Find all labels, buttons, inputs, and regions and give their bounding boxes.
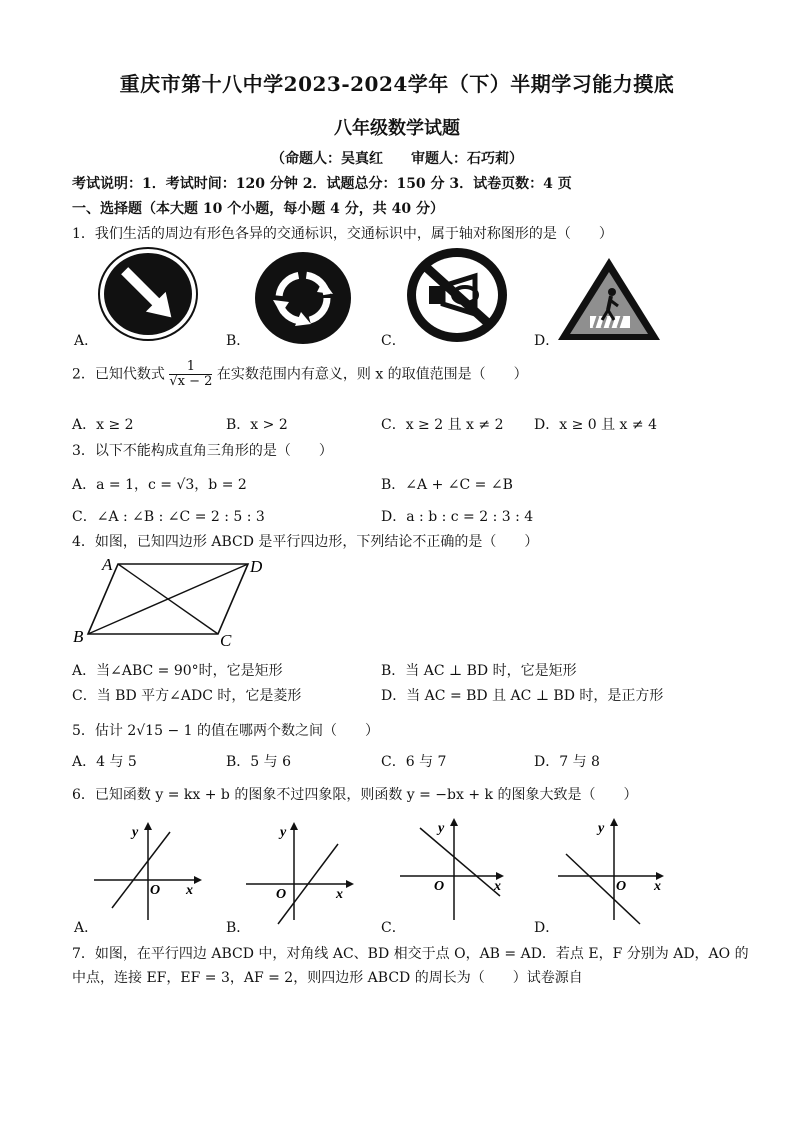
origin-label: O xyxy=(276,887,287,902)
q4-option-a: A．当∠ABC = 90°时，它是矩形 xyxy=(72,663,283,679)
axis-x-label: x xyxy=(654,879,661,894)
exam-subtitle: 八年级数学试题 xyxy=(334,118,460,139)
q4-option-b: B．当 AC ⊥ BD 时，它是矩形 xyxy=(381,663,577,679)
q5-option-c: C．6 与 7 xyxy=(381,754,447,770)
origin-label: O xyxy=(616,879,627,894)
q4-option-c: C．当 BD 平方∠ADC 时，它是菱形 xyxy=(72,688,302,704)
origin-label: O xyxy=(150,883,161,898)
parallelogram-figure xyxy=(70,554,270,650)
question-7-line-2: 中点，连接 EF，EF = 3，AF = 2，则四边形 ABCD 的周长为（ ）试卷源自 xyxy=(72,970,583,986)
question-5-stem: 5．估计 2√15 − 1 的值在哪两个数之间（ ） xyxy=(72,723,379,739)
axis-y-label: y xyxy=(280,825,287,840)
pedestrian-crossing-sign-icon xyxy=(556,256,662,342)
roundabout-sign-icon xyxy=(253,250,353,346)
q6-graph-c xyxy=(400,816,510,926)
exam-instructions: 考试说明：1．考试时间：120 分钟 2．试题总分：150 分 3．试卷页数：4 页 xyxy=(72,176,572,192)
q6-option-a-label: A． xyxy=(74,920,99,936)
q5-option-a: A．4 与 5 xyxy=(72,754,137,770)
q2-option-d: D．x ≥ 0 且 x ≠ 4 xyxy=(534,417,657,433)
q3-option-d: D．a : b : c = 2 : 3 : 4 xyxy=(381,509,534,525)
q1-option-c-label: C． xyxy=(381,333,406,349)
question-6-stem: 6．已知函数 y = kx + b 的图象不过四象限，则函数 y = −bx + k 的图象大致是（ ） xyxy=(72,787,638,803)
q6-option-d-label: D． xyxy=(534,920,560,936)
vertex-label-b: B xyxy=(73,627,84,646)
question-3-stem: 3．以下不能构成直角三角形的是（ ） xyxy=(72,443,333,459)
q2-stem-pre: 2．已知代数式 xyxy=(72,366,165,383)
q6-graph-b xyxy=(246,816,356,926)
axis-x-label: x xyxy=(336,887,343,902)
axis-y-label: y xyxy=(438,821,445,836)
q1-option-a-label: A． xyxy=(74,333,99,349)
question-2-stem xyxy=(72,360,528,389)
q6-graph-a xyxy=(94,816,204,926)
q5-option-d: D．7 与 8 xyxy=(534,754,600,770)
q6-graph-d xyxy=(558,816,668,926)
origin-label: O xyxy=(434,879,445,894)
vertex-label-a: A xyxy=(102,555,113,574)
q6-option-c-label: C． xyxy=(381,920,406,936)
question-1-stem: 1．我们生活的周边有形色各异的交通标识，交通标识中，属于轴对称图形的是（ ） xyxy=(72,226,613,242)
q6-option-b-label: B． xyxy=(226,920,251,936)
axis-x-label: x xyxy=(494,879,501,894)
question-4-stem: 4．如图，已知四边形 ABCD 是平行四边形，下列结论不正确的是（ ） xyxy=(72,534,539,550)
q1-option-b-label: B． xyxy=(226,333,251,349)
q3-option-a: A．a = 1，c = √3，b = 2 xyxy=(72,477,247,493)
q2-fraction-numerator: 1 xyxy=(169,360,212,375)
q2-option-a: A．x ≥ 2 xyxy=(72,417,134,433)
vertex-label-c: C xyxy=(220,631,232,650)
exam-title: 重庆市第十八中学2023-2024学年（下）半期学习能力摸底 xyxy=(119,72,675,96)
q2-stem-post: 在实数范围内有意义，则 x 的取值范围是（ ） xyxy=(216,366,528,383)
question-7-line-1: 7．如图，在平行四边 ABCD 中，对角线 AC、BD 相交于点 O，AB = AD．若点 E，F 分别为 AD，AO 的 xyxy=(72,946,749,962)
authors-line: （命题人：吴真红 审题人：石巧莉） xyxy=(271,151,523,167)
q2-fraction xyxy=(169,360,212,389)
axis-x-label: x xyxy=(186,883,193,898)
q2-option-b: B．x > 2 xyxy=(226,417,288,433)
keep-right-sign-icon xyxy=(97,246,199,342)
q2-fraction-denominator: √x − 2 xyxy=(169,374,213,389)
q1-option-d-label: D． xyxy=(534,333,560,349)
axis-y-label: y xyxy=(598,821,605,836)
axis-y-label: y xyxy=(132,825,139,840)
q3-option-c: C．∠A : ∠B : ∠C = 2 : 5 : 3 xyxy=(72,509,265,525)
q3-option-b: B．∠A + ∠C = ∠B xyxy=(381,477,513,493)
q4-option-d: D．当 AC = BD 且 AC ⊥ BD 时，是正方形 xyxy=(381,688,664,704)
q5-option-b: B．5 与 6 xyxy=(226,754,292,770)
section-heading-choice: 一、选择题（本大题 10 个小题，每小题 4 分，共 40 分） xyxy=(72,201,444,217)
vertex-label-d: D xyxy=(250,557,263,576)
q2-option-c: C．x ≥ 2 且 x ≠ 2 xyxy=(381,417,504,433)
no-honking-sign-icon xyxy=(405,246,509,344)
